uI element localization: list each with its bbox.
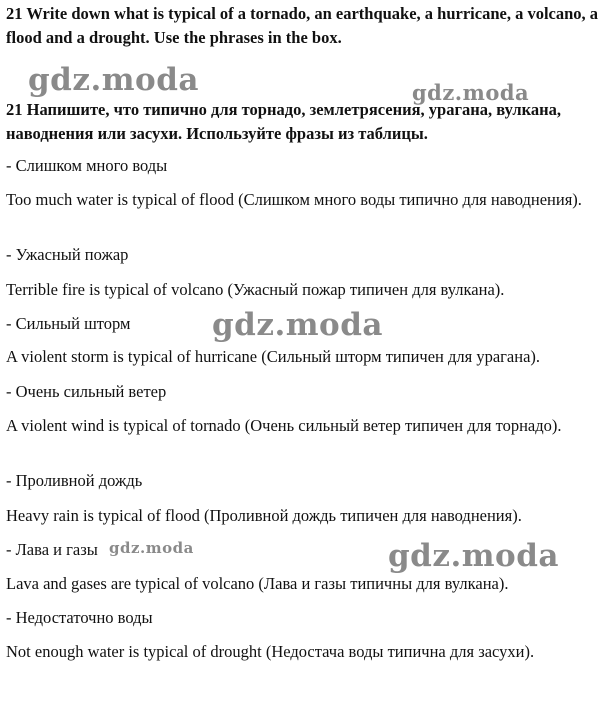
answer-sentence: Not enough water is typical of drought (Недостача воды типична для засухи). [6,642,535,661]
answer-sentence: Terrible fire is typical of volcano (Ужасный пожар типичен для вулкана). [6,280,505,299]
watermark: gdz.moda [109,539,194,557]
watermark: gdz.moda [388,538,559,574]
watermark: gdz.moda [212,307,383,343]
phrase-line: - Лава и газы [6,540,98,559]
answer-sentence: Heavy rain is typical of flood (Проливной дождь типичен для наводнения). [6,506,522,525]
answer-sentence: A violent wind is typical of tornado (Очень сильный ветер типичен для торнадо). [6,416,562,435]
watermark: gdz.moda [412,80,530,105]
answer-sentence: A violent storm is typical of hurricane (Сильный шторм типичен для урагана). [6,347,541,366]
answer-sentence: Too much water is typical of flood (Слишком много воды типично для наводнения). [6,190,582,209]
phrase-line: - Недостаточно воды [6,608,153,627]
phrase-line: - Проливной дождь [6,471,143,490]
exercise-heading-english: 21 Write down what is typical of a tornado, an earthquake, a hurricane, a volcano, a flood and a drought. Use the phrases in the box. [6,4,599,47]
phrase-line: - Очень сильный ветер [6,382,167,401]
watermark: gdz.moda [28,62,199,98]
exercise-heading-russian: 21 Напишите, что типично для торнадо, землетрясения, урагана, вулкана, наводнения или засухи. Используйте фразы из таблицы. [6,100,562,143]
phrase-line: - Сильный шторм [6,314,131,333]
phrase-line: - Слишком много воды [6,156,168,175]
answer-sentence: Lava and gases are typical of volcano (Лава и газы типичны для вулкана). [6,574,509,593]
phrase-line: - Ужасный пожар [6,245,129,264]
